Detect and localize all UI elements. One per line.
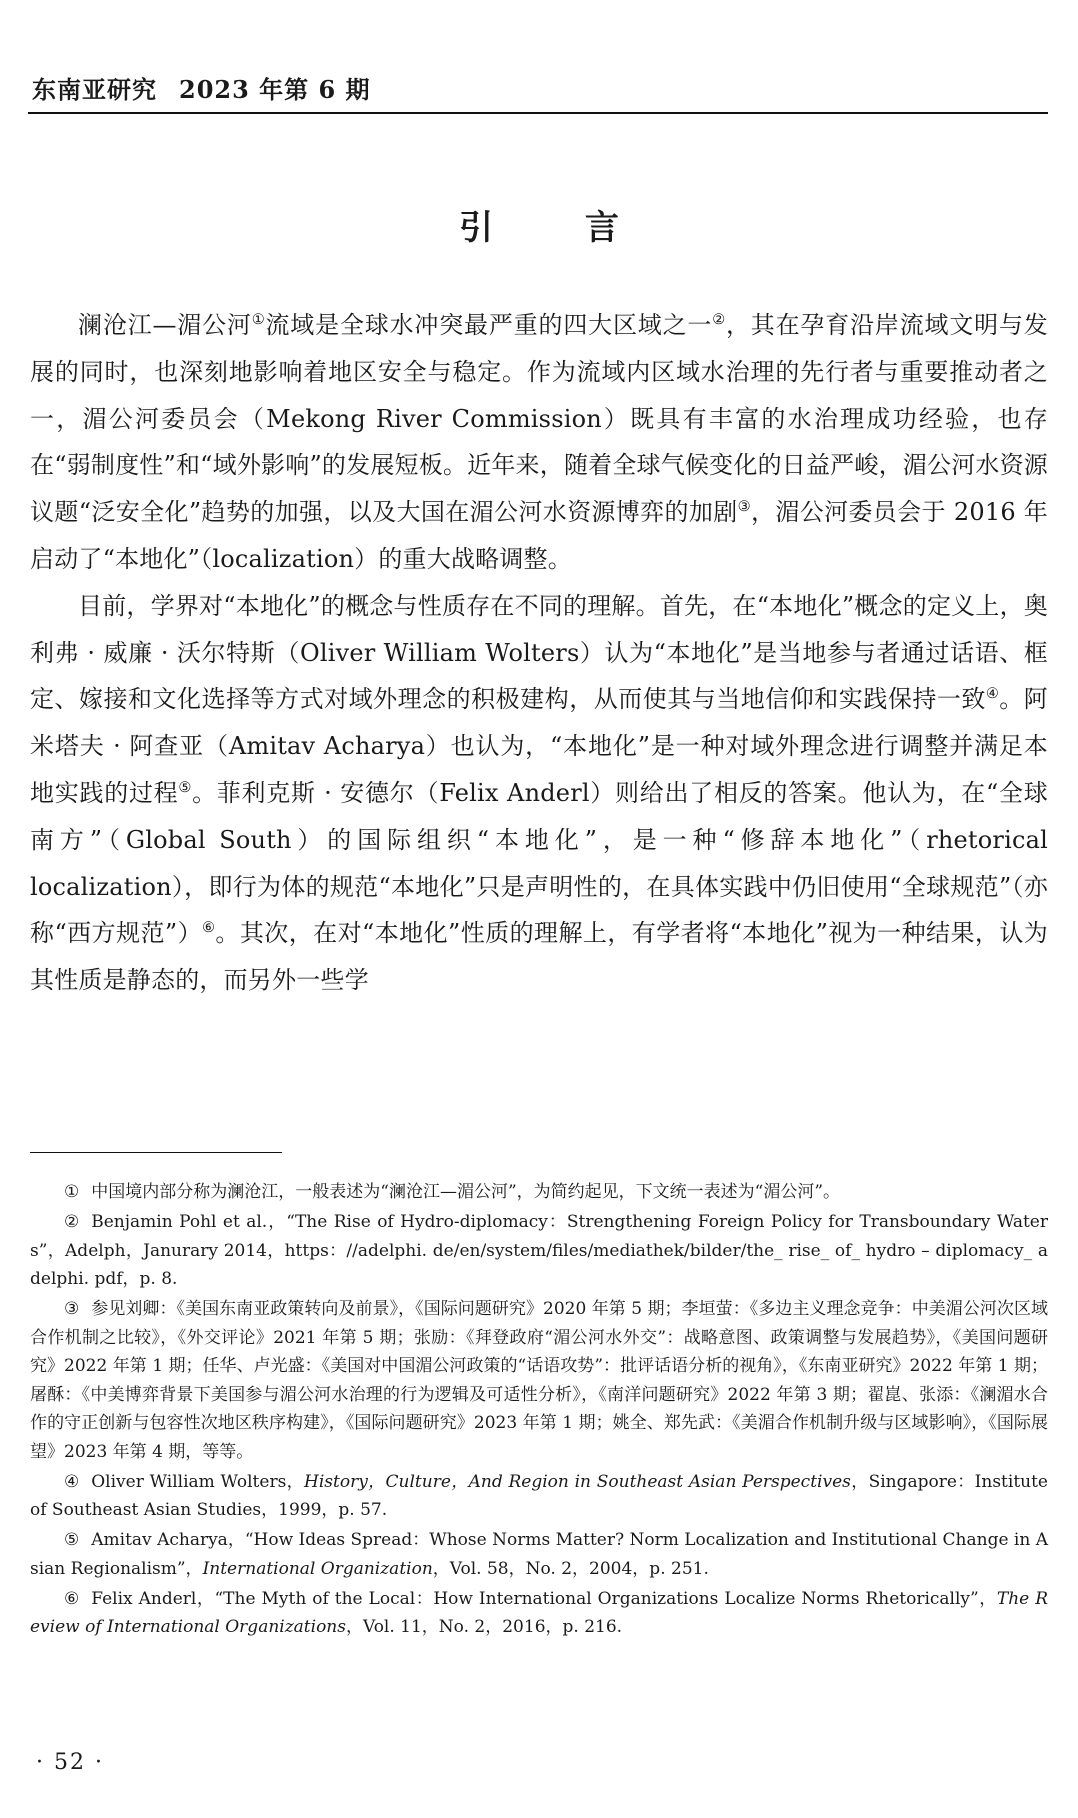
footnote-ref-6[interactable]: ⑥	[202, 920, 216, 937]
body-text	[30, 302, 1048, 1004]
footnote-mark: ①	[64, 1182, 80, 1202]
footnote-ref-4[interactable]: ④	[985, 686, 1000, 703]
footnote-mark: ③	[64, 1299, 80, 1319]
footnote-5: ⑤ Amitav Acharya，“How Ideas Spread：Whose Norms Matter? Norm Localization and Institutional Change in Asian Regionalism”，International Organization，Vol. 58，No. 2，2004，p. 251.	[30, 1526, 1048, 1583]
header-rule	[28, 112, 1048, 114]
footnote-mark: ④	[64, 1471, 80, 1492]
footnote-text: 中国境内部分称为澜沧江，一般表述为“澜沧江—湄公河”，为简约起见，下文统一表述为“湄公河”。	[91, 1182, 841, 1202]
section-title: 引 言	[459, 208, 659, 248]
footnote-ref-1[interactable]: ①	[251, 312, 266, 328]
footnote-3	[30, 1295, 1048, 1466]
footnote-mark: ⑤	[64, 1530, 80, 1550]
paragraph-2: 目前，学界对“本地化”的概念与性质存在不同的理解。首先，在“本地化”概念的定义上，奥利弗 · 威廉 · 沃尔特斯（Oliver William Wolters）认为“本地化”是当地参与者通过话语、框定、嫁接和文化选择等方式对域外理念的积极建构，从而使其与当地信仰和实践保持一致④。阿米塔夫 · 阿查亚（Amitav Acharya）也认为，“本地化”是一种对域外理念进行调整并满足本地实践的过程⑤。菲利克斯 · 安德尔（Felix Anderl）则给出了相反的答案。他认为，在“全球南方”（Global South）的国际组织“本地化”，是一种“修辞本地化”（rhetorical localization），即行为体的规范“本地化”只是声明性的，在具体实践中仍旧使用“全球规范”（亦称“西方规范”）⑥。其次，在对“本地化”性质的理解上，有学者将“本地化”视为一种结果，认为其性质是静态的，而另外一些学	[30, 591, 1049, 995]
issue-label: 2023 年第 6 期	[179, 75, 371, 104]
footnote-mark: ⑥	[64, 1588, 80, 1609]
footnote-ref-5[interactable]: ⑤	[178, 779, 193, 796]
footnote-ref-3[interactable]: ③	[737, 499, 751, 516]
footnote-journal-title: The Review of International Organizations	[30, 1588, 1048, 1637]
footnote-6: ⑥ Felix Anderl，“The Myth of the Local：How International Organizations Localize Norms Rhetorically”，The Review of International Organizations，Vol. 11，No. 2，2016，p. 216.	[30, 1585, 1048, 1642]
footnote-ref-2[interactable]: ②	[712, 312, 726, 328]
footnote-text: 参见刘卿：《美国东南亚政策转向及前景》，《国际问题研究》2020 年第 5 期；李垣萤：《多边主义理念竞争：中美湄公河次区域合作机制之比较》，《外交评论》2021 年第 5 期；张励：《拜登政府“湄公河水外交”：战略意图、政策调整与发展趋势》，《美国问题研究》2022 年第 1 期；任华、卢光盛：《美国对中国湄公河政策的“话语攻势”：批评话语分析的视角》，《东南亚研究》2022 年第 1 期；屠酥：《中美博弈背景下美国参与湄公河水治理的行为逻辑及可适性分析》，《南洋问题研究》2022 年第 3 期；翟崑、张添：《澜湄水合作的守正创新与包容性次地区秩序构建》，《国际问题研究》2023 年第 1 期；姚全、郑先武：《美湄合作机制升级与区域影响》，《国际展望》2023 年第 4 期，等等。	[30, 1299, 1048, 1462]
running-head	[32, 70, 371, 105]
footnote-text: Benjamin Pohl et al.，“The Rise of Hydro-diplomacy：Strengthening Foreign Policy for Transboundary Waters”，Adelph，Janurary 2014，https：//adelphi. de/en/system/files/mediathek/bilder/the_ rise_ of_ hydro – diplomacy_ adelphi. pdf，p. 8.	[30, 1212, 1048, 1289]
page-number: · 52 ·	[36, 1750, 104, 1775]
footnote-mark: ②	[64, 1212, 80, 1232]
footnote-book-title: History，Culture，And Region in Southeast Asian Perspectives	[304, 1471, 851, 1492]
footnote-2	[30, 1208, 1048, 1294]
footnotes	[30, 1178, 1048, 1643]
footnote-rule	[30, 1152, 282, 1153]
journal-name: 东南亚研究	[32, 75, 157, 104]
footnote-1	[30, 1178, 1048, 1207]
footnote-journal-title: International Organization	[202, 1558, 433, 1579]
footnote-4: ④ Oliver William Wolters，History，Culture，And Region in Southeast Asian Perspectives，Singapore：Institute of Southeast Asian Studies，1999，p. 57.	[30, 1468, 1048, 1525]
paragraph-1: 澜沧江—湄公河①流域是全球水冲突最严重的四大区域之一②，其在孕育沿岸流域文明与发展的同时，也深刻地影响着地区安全与稳定。作为流域内区域水治理的先行者与重要推动者之一，湄公河委员会（Mekong River Commission）既具有丰富的水治理成功经验，也存在“弱制度性”和“域外影响”的发展短板。近年来，随着全球气候变化的日益严峻，湄公河水资源议题“泛安全化”趋势的加强，以及大国在湄公河水资源博弈的加剧③，湄公河委员会于 2016 年启动了“本地化”（localization）的重大战略调整。	[30, 311, 1049, 573]
